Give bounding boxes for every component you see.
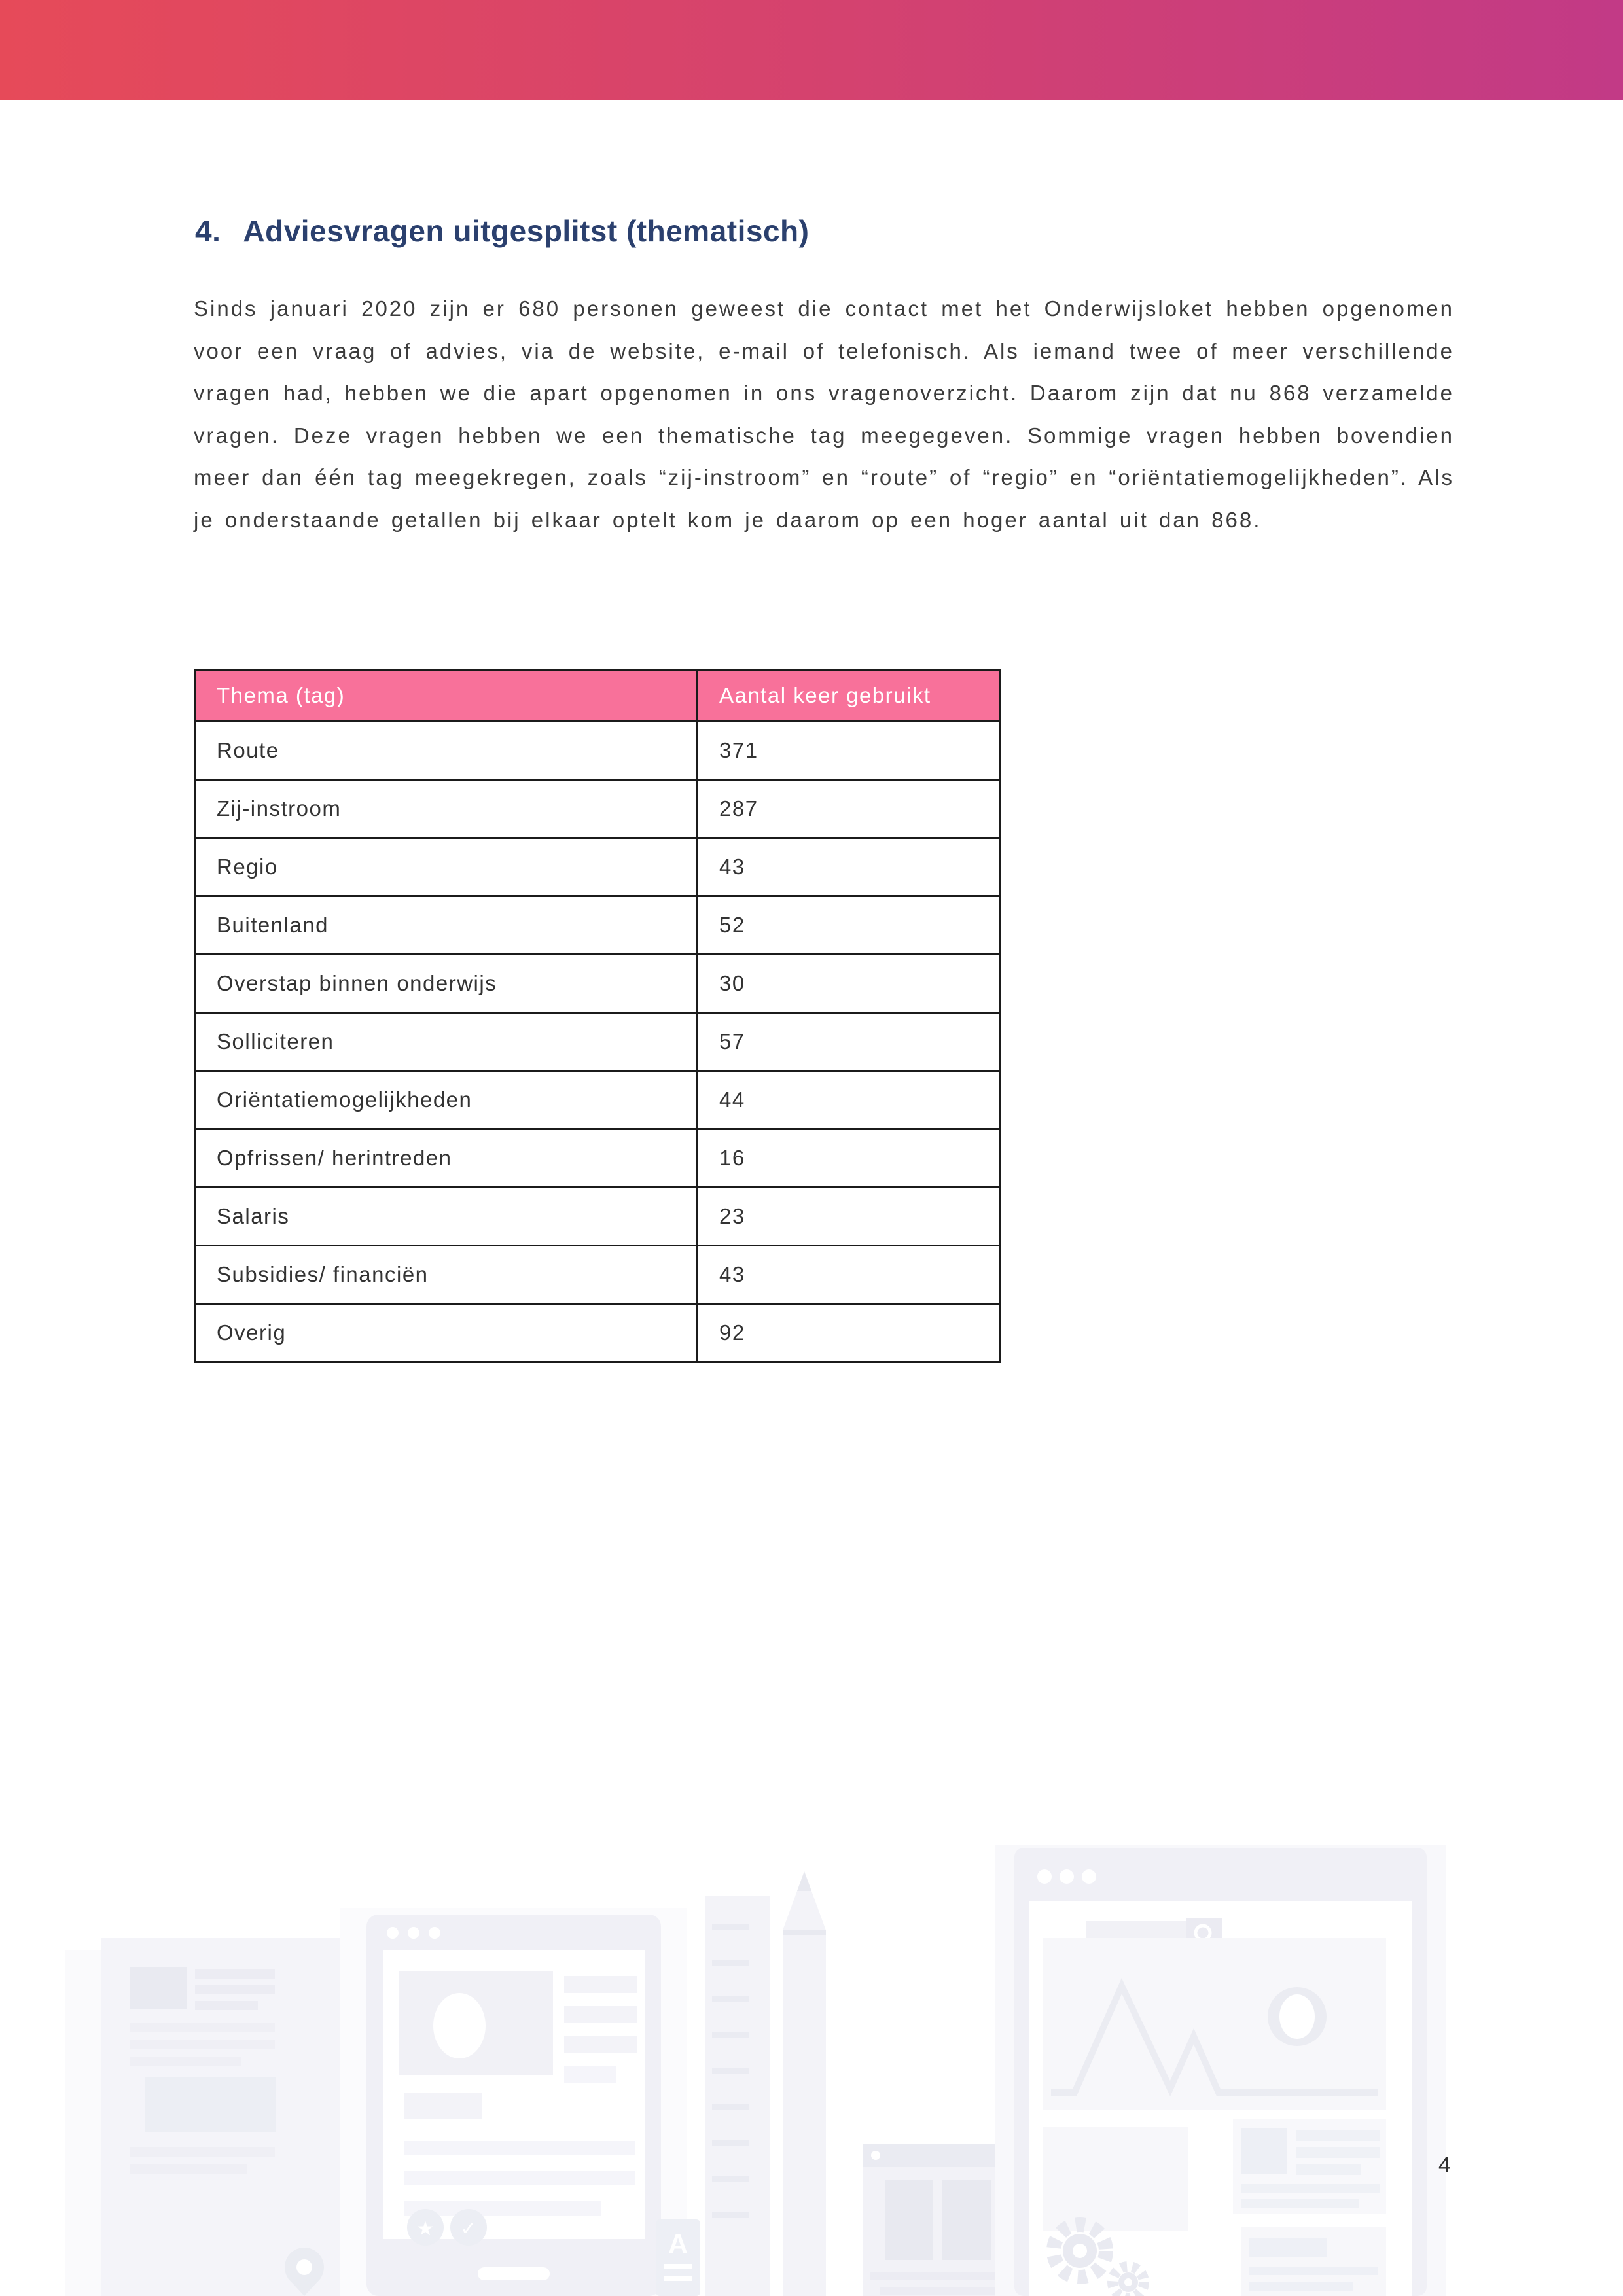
table-cell-label: Overstap binnen onderwijs (195, 955, 698, 1013)
table-cell-value: 16 (698, 1129, 1000, 1188)
thumbnail-block (1241, 2128, 1287, 2174)
table-row (195, 896, 1000, 955)
window-dot-icon (1037, 1869, 1052, 1884)
table-cell-label: Buitenland (195, 896, 698, 955)
table-cell-value: 30 (698, 955, 1000, 1013)
phone-mockup-illustration (340, 1908, 687, 2296)
table-row (195, 1188, 1000, 1246)
table-cell-value: 43 (698, 1246, 1000, 1304)
table-header-aantal: Aantal keer gebruikt (698, 670, 1000, 722)
table-cell-label: Solliciteren (195, 1013, 698, 1071)
table-row (195, 1304, 1000, 1362)
section-heading (195, 213, 809, 249)
table-cell-label: Zij-instroom (195, 780, 698, 838)
window-dot-icon (871, 2151, 880, 2160)
letter-a-icon: A (668, 2229, 688, 2259)
heading-title: Adviesvragen uitgesplitst (thematisch) (243, 214, 810, 248)
table-cell-value: 287 (698, 780, 1000, 838)
table-row (195, 1071, 1000, 1129)
column-bar (885, 2180, 933, 2260)
table-row (195, 722, 1000, 780)
a-document-illustration (656, 2219, 700, 2296)
table-header-row (195, 670, 1000, 722)
table-row (195, 780, 1000, 838)
window-dot-icon (387, 1927, 399, 1939)
table-row (195, 1246, 1000, 1304)
decorative-illustration (0, 1845, 1623, 2296)
table-cell-value: 23 (698, 1188, 1000, 1246)
table-cell-value: 44 (698, 1071, 1000, 1129)
window-dot-icon (408, 1927, 419, 1939)
table-cell-value: 43 (698, 838, 1000, 896)
table-cell-value: 92 (698, 1304, 1000, 1362)
table-cell-value: 52 (698, 896, 1000, 955)
pencil-illustration (783, 1871, 826, 2296)
heading-number: 4. (195, 214, 221, 248)
table-cell-label: Oriëntatiemogelijkheden (195, 1071, 698, 1129)
table-header-thema: Thema (tag) (195, 670, 698, 722)
left-window-illustration (65, 1938, 353, 2296)
window-dot-icon (1060, 1869, 1074, 1884)
pencil-tip (797, 1871, 812, 1891)
column-bar (942, 2180, 991, 2260)
table-cell-value: 57 (698, 1013, 1000, 1071)
table-cell-value: 371 (698, 722, 1000, 780)
content-block (145, 2077, 276, 2132)
sidebar-image-block (130, 1967, 187, 2009)
window-dot-icon (1082, 1869, 1096, 1884)
window-dot-icon (429, 1927, 440, 1939)
svg-text:★: ★ (416, 2217, 435, 2240)
content-block (1043, 2127, 1188, 2231)
thema-table (194, 669, 1001, 1363)
tower-illustration (705, 1896, 770, 2296)
table-cell-label: Route (195, 722, 698, 780)
table-cell-label: Salaris (195, 1188, 698, 1246)
table-cell-label: Opfrissen/ herintreden (195, 1129, 698, 1188)
svg-text:✓: ✓ (460, 2217, 477, 2240)
table-row (195, 838, 1000, 896)
table-cell-label: Overig (195, 1304, 698, 1362)
table-row (195, 955, 1000, 1013)
table-cell-label: Subsidies/ financiën (195, 1246, 698, 1304)
table-row (195, 1129, 1000, 1188)
table-cell-label: Regio (195, 838, 698, 896)
page-number: 4 (1438, 2153, 1451, 2178)
header-gradient-bar (0, 0, 1623, 100)
table-row (195, 1013, 1000, 1071)
body-paragraph: Sinds januari 2020 zijn er 680 personen geweest die contact met het Onderwijsloket hebben opgenomen voor een vraag of advies, via de website, e-mail of telefonisch. Als iemand twee of meer verschillende vragen had, hebben we die apart opgenomen in ons vragenoverzicht. Daarom zijn dat nu 868 verzamelde vragen. Deze vragen hebben we een thematische tag meegegeven. Sommige vragen hebben bovendien meer dan één tag meegekregen, zoals “zij-instroom” en “route” of “regio” en “oriëntatiemogelijkheden”. Als je onderstaande getallen bij elkaar optelt kom je daarom op een hoger aantal uit dan 868. (194, 296, 1454, 532)
